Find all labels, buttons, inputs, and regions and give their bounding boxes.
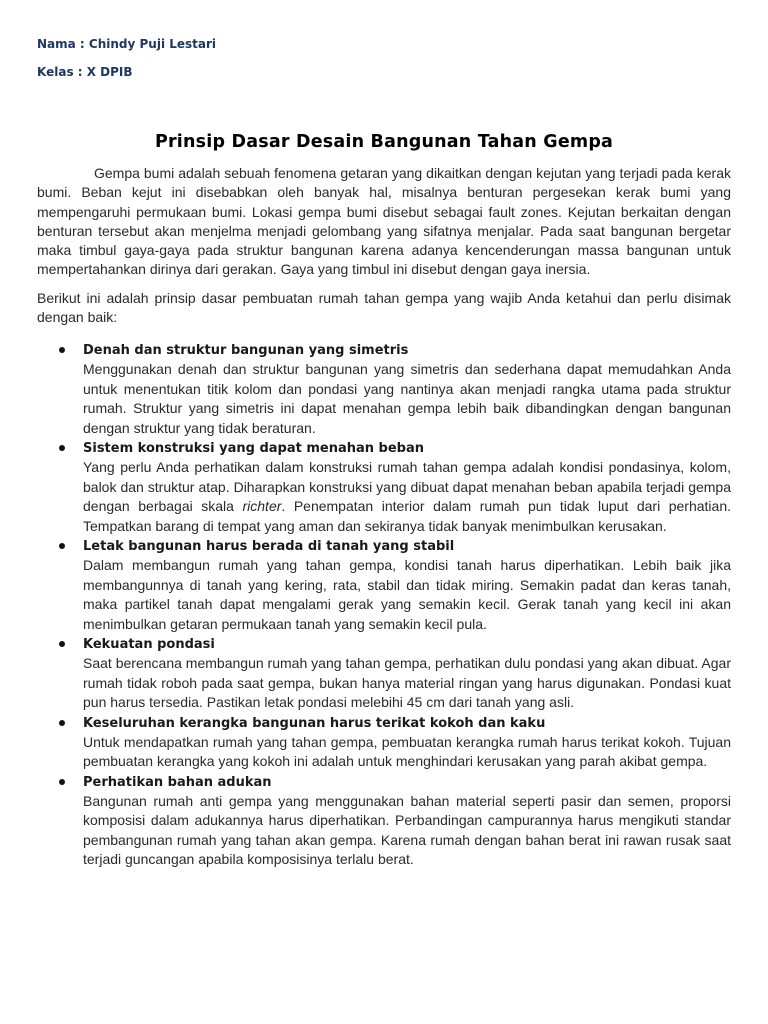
list-item <box>37 439 731 536</box>
student-class: Kelas : X DPIB <box>37 65 133 79</box>
list-item-text: Dalam membangun rumah yang tahan gempa, kondisi tanah harus diperhatikan. Lebih baik jika membangunnya di tanah yang kering, rata, stabil dan tidak miring. Semakin padat dan keras tanah, maka partikel tanah dapat mengalami gerak yang semakin kecil. Gerak tanah yang kecil ini akan menimbulkan getaran permukaan tanah yang semakin kecil pula. <box>83 557 731 632</box>
list-item-text: Menggunakan denah dan struktur bangunan yang simetris dan sederhana dapat memudahkan Anda untuk menentukan titik kolom dan pondasi yang nantinya akan menjadi rangka utama pada struktur rumah. Struktur yang simetris ini dapat menahan gempa lebih baik dibandingkan dengan bangunan dengan struktur yang tidak beraturan. <box>83 361 731 436</box>
document-body <box>37 164 731 871</box>
document-title: Prinsip Dasar Desain Bangunan Tahan Gempa <box>154 132 614 152</box>
list-item <box>37 773 731 870</box>
list-item-text: Saat berencana membangun rumah yang tahan gempa, perhatikan dulu pondasi yang akan dibuat. Agar rumah tidak roboh pada saat gempa, bukan hanya material ringan yang harus digunakan. Pondasi kuat pun harus tersedia. Pastikan letak pondasi melebihi 45 cm dari tanah yang asli. <box>83 655 731 711</box>
list-item-text-italic: richter <box>242 498 282 515</box>
student-name: Nama : Chindy Puji Lestari <box>37 37 217 51</box>
list-item-heading: Letak bangunan harus berada di tanah yang stabil <box>83 539 455 555</box>
list-item <box>37 714 731 772</box>
list-item-heading: Denah dan struktur bangunan yang simetris <box>83 343 409 359</box>
list-item-text <box>83 458 731 536</box>
lead-paragraph: Berikut ini adalah prinsip dasar pembuatan rumah tahan gempa yang wajib Anda ketahui dan perlu disimak dengan baik: <box>37 289 731 326</box>
bullet-icon <box>59 779 65 785</box>
bullet-icon <box>59 720 65 726</box>
list-item-heading: Keseluruhan kerangka bangunan harus terikat kokoh dan kaku <box>83 715 546 731</box>
list-item-heading: Perhatikan bahan adukan <box>83 774 272 790</box>
bullet-icon <box>59 347 65 353</box>
list-item <box>37 537 731 634</box>
list-item-heading: Kekuatan pondasi <box>83 637 215 653</box>
bullet-icon <box>59 543 65 549</box>
principles-list <box>37 341 731 870</box>
list-item <box>37 635 731 713</box>
list-item-text: Untuk mendapatkan rumah yang tahan gempa, pembuatan kerangka rumah harus terikat kokoh. Tujuan pembuatan kerangka yang kokoh ini adalah untuk menghindari kerusakan yang parah akibat gempa. <box>83 733 731 770</box>
list-item-text-part: Yang perlu Anda perhatikan dalam konstruksi rumah tahan gempa adalah kondisi pondasinya, kolom, balok dan struktur atap. Diharapkan konstruksi yang dibuat dapat menahan beban apabila terjadi gempa dengan berbagai skala <box>83 459 731 515</box>
list-item-text: Bangunan rumah anti gempa yang menggunakan bahan material seperti pasir dan semen, proporsi komposisi dalam adukannya harus diperhatikan. Perbandingan campurannya harus mengikuti standar pembangunan rumah yang tahan akan gempa. Karena rumah dengan bahan berat ini rawan rusak saat terjadi guncangan apabila komposisinya terlalu berat. <box>83 792 731 868</box>
bullet-icon <box>59 641 65 647</box>
list-item-heading: Sistem konstruksi yang dapat menahan beban <box>83 441 425 457</box>
intro-paragraph: Gempa bumi adalah sebuah fenomena getaran yang dikaitkan dengan kejutan yang terjadi pada kerak bumi. Beban kejut ini disebabkan oleh banyak hal, misalnya benturan pergesekan kerak bumi yang mempengaruhi permukaan bumi. Lokasi gempa bumi disebut sebagai fault zones. Kejutan berkaitan dengan benturan tersebut akan menjelma menjadi gelombang yang sifatnya menjalar. Pada saat bangunan bergetar maka timbul gaya-gaya pada struktur bangunan karena adanya kencenderungan massa bangunan untuk mempertahankan dirinya dari gerakan. Gaya yang timbul ini disebut dengan gaya inersia. <box>37 165 731 278</box>
bullet-icon <box>59 445 65 451</box>
list-item-text-part: . Penempatan interior dalam rumah pun tidak luput dari perhatian. Tempatkan barang di tempat yang aman dan sekiranya tidak banyak menimbulkan kerusakan. <box>83 498 731 534</box>
list-item <box>37 341 731 438</box>
